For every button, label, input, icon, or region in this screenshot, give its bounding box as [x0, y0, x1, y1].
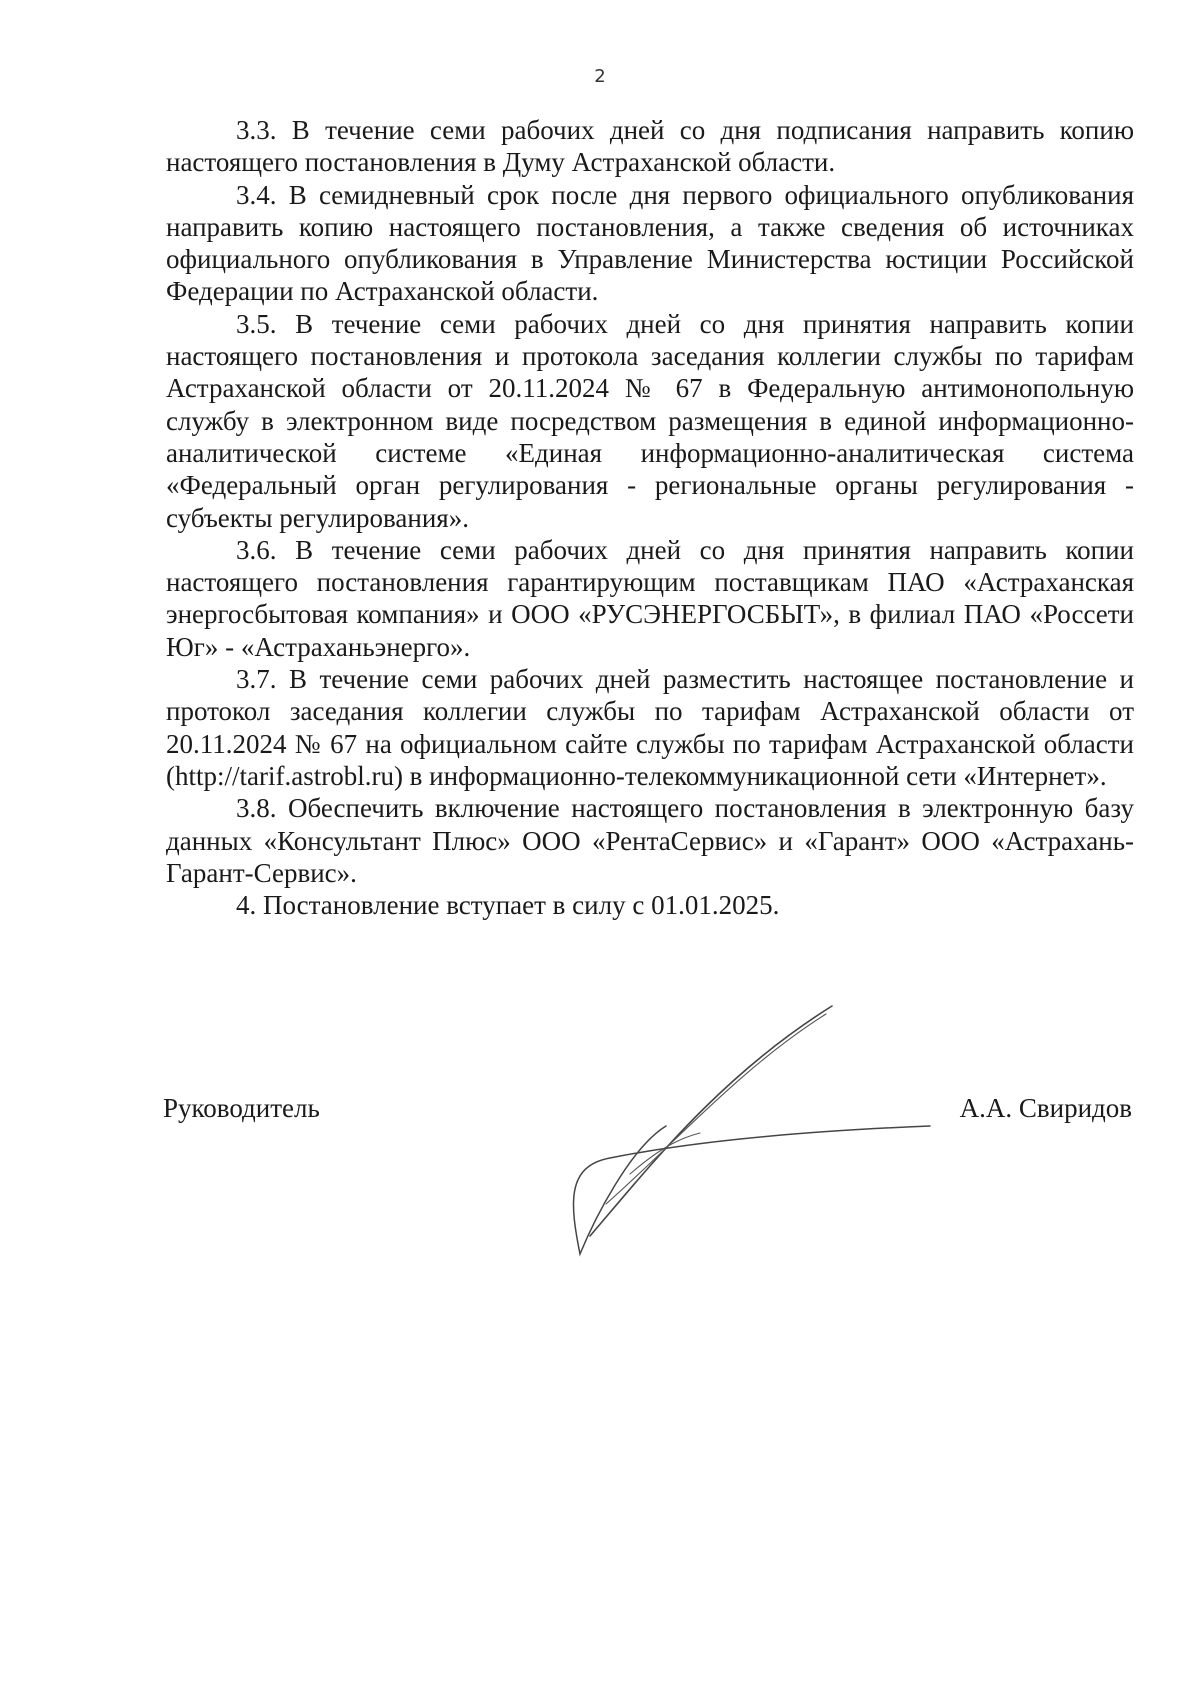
signatory-name: А.А. Свиридов	[959, 1093, 1132, 1123]
document-body	[166, 114, 1134, 921]
signature-inner-stroke	[606, 1014, 826, 1204]
paragraph-3-4: 3.4. В семидневный срок после дня первого официального опубликования направить копию настоящего постановления, а также сведения об источниках официального опубликования в Управление Министерства юстиции Российской Федерации по Астраханской области.	[166, 179, 1134, 307]
handwritten-signature	[570, 998, 950, 1260]
paragraph-3-8: 3.8. Обеспечить включение настоящего постановления в электронную базу данных «Консультант Плюс» ООО «РентаСервис» и «Гарант» ООО «Астрахань-Гарант-Сервис».	[166, 793, 1134, 888]
page-number: 2	[594, 66, 606, 87]
paragraph-3-7: 3.7. В течение семи рабочих дней разместить настоящее постановление и протокол заседания коллегии службы по тарифам Астраханской области от 20.11.2024 № 67 на официальном сайте службы по тарифам Астраханской области (http://tarif.astrobl.ru) в информационно-телекоммуникационной сети «Интернет».	[166, 664, 1134, 791]
paragraph-4: 4. Постановление вступает в силу с 01.01.2025.	[236, 890, 780, 921]
signatory-role: Руководитель	[163, 1093, 320, 1123]
signature-loop-stroke	[573, 1126, 930, 1254]
paragraph-3-6: 3.6. В течение семи рабочих дней со дня принятия направить копии настоящего постановления гарантирующим поставщикам ПАО «Астраханская энергосбытовая компания» и ООО «РУСЭНЕРГОСБЫТ», в филиал ПАО «Россети Юг» - «Астраханьэнерго».	[166, 534, 1134, 662]
signature-upper-stroke	[590, 1006, 832, 1236]
paragraph-3-5: 3.5. В течение семи рабочих дней со дня принятия направить копии настоящего постановления и протокола заседания коллегии службы по тарифам Астраханской области от 20.11.2024 № 67 в Федеральную антимонопольную службу в электронном виде посредством размещения в единой информационно-аналитической системе «Единая информационно-аналитическая система «Федеральный орган регулирования - региональные органы регулирования - субъекты регулирования».	[166, 308, 1134, 533]
signature-hook-stroke	[630, 1133, 700, 1174]
paragraph-3-3: 3.3. В течение семи рабочих дней со дня подписания направить копию настоящего постановления в Думу Астраханской области.	[166, 115, 1134, 178]
